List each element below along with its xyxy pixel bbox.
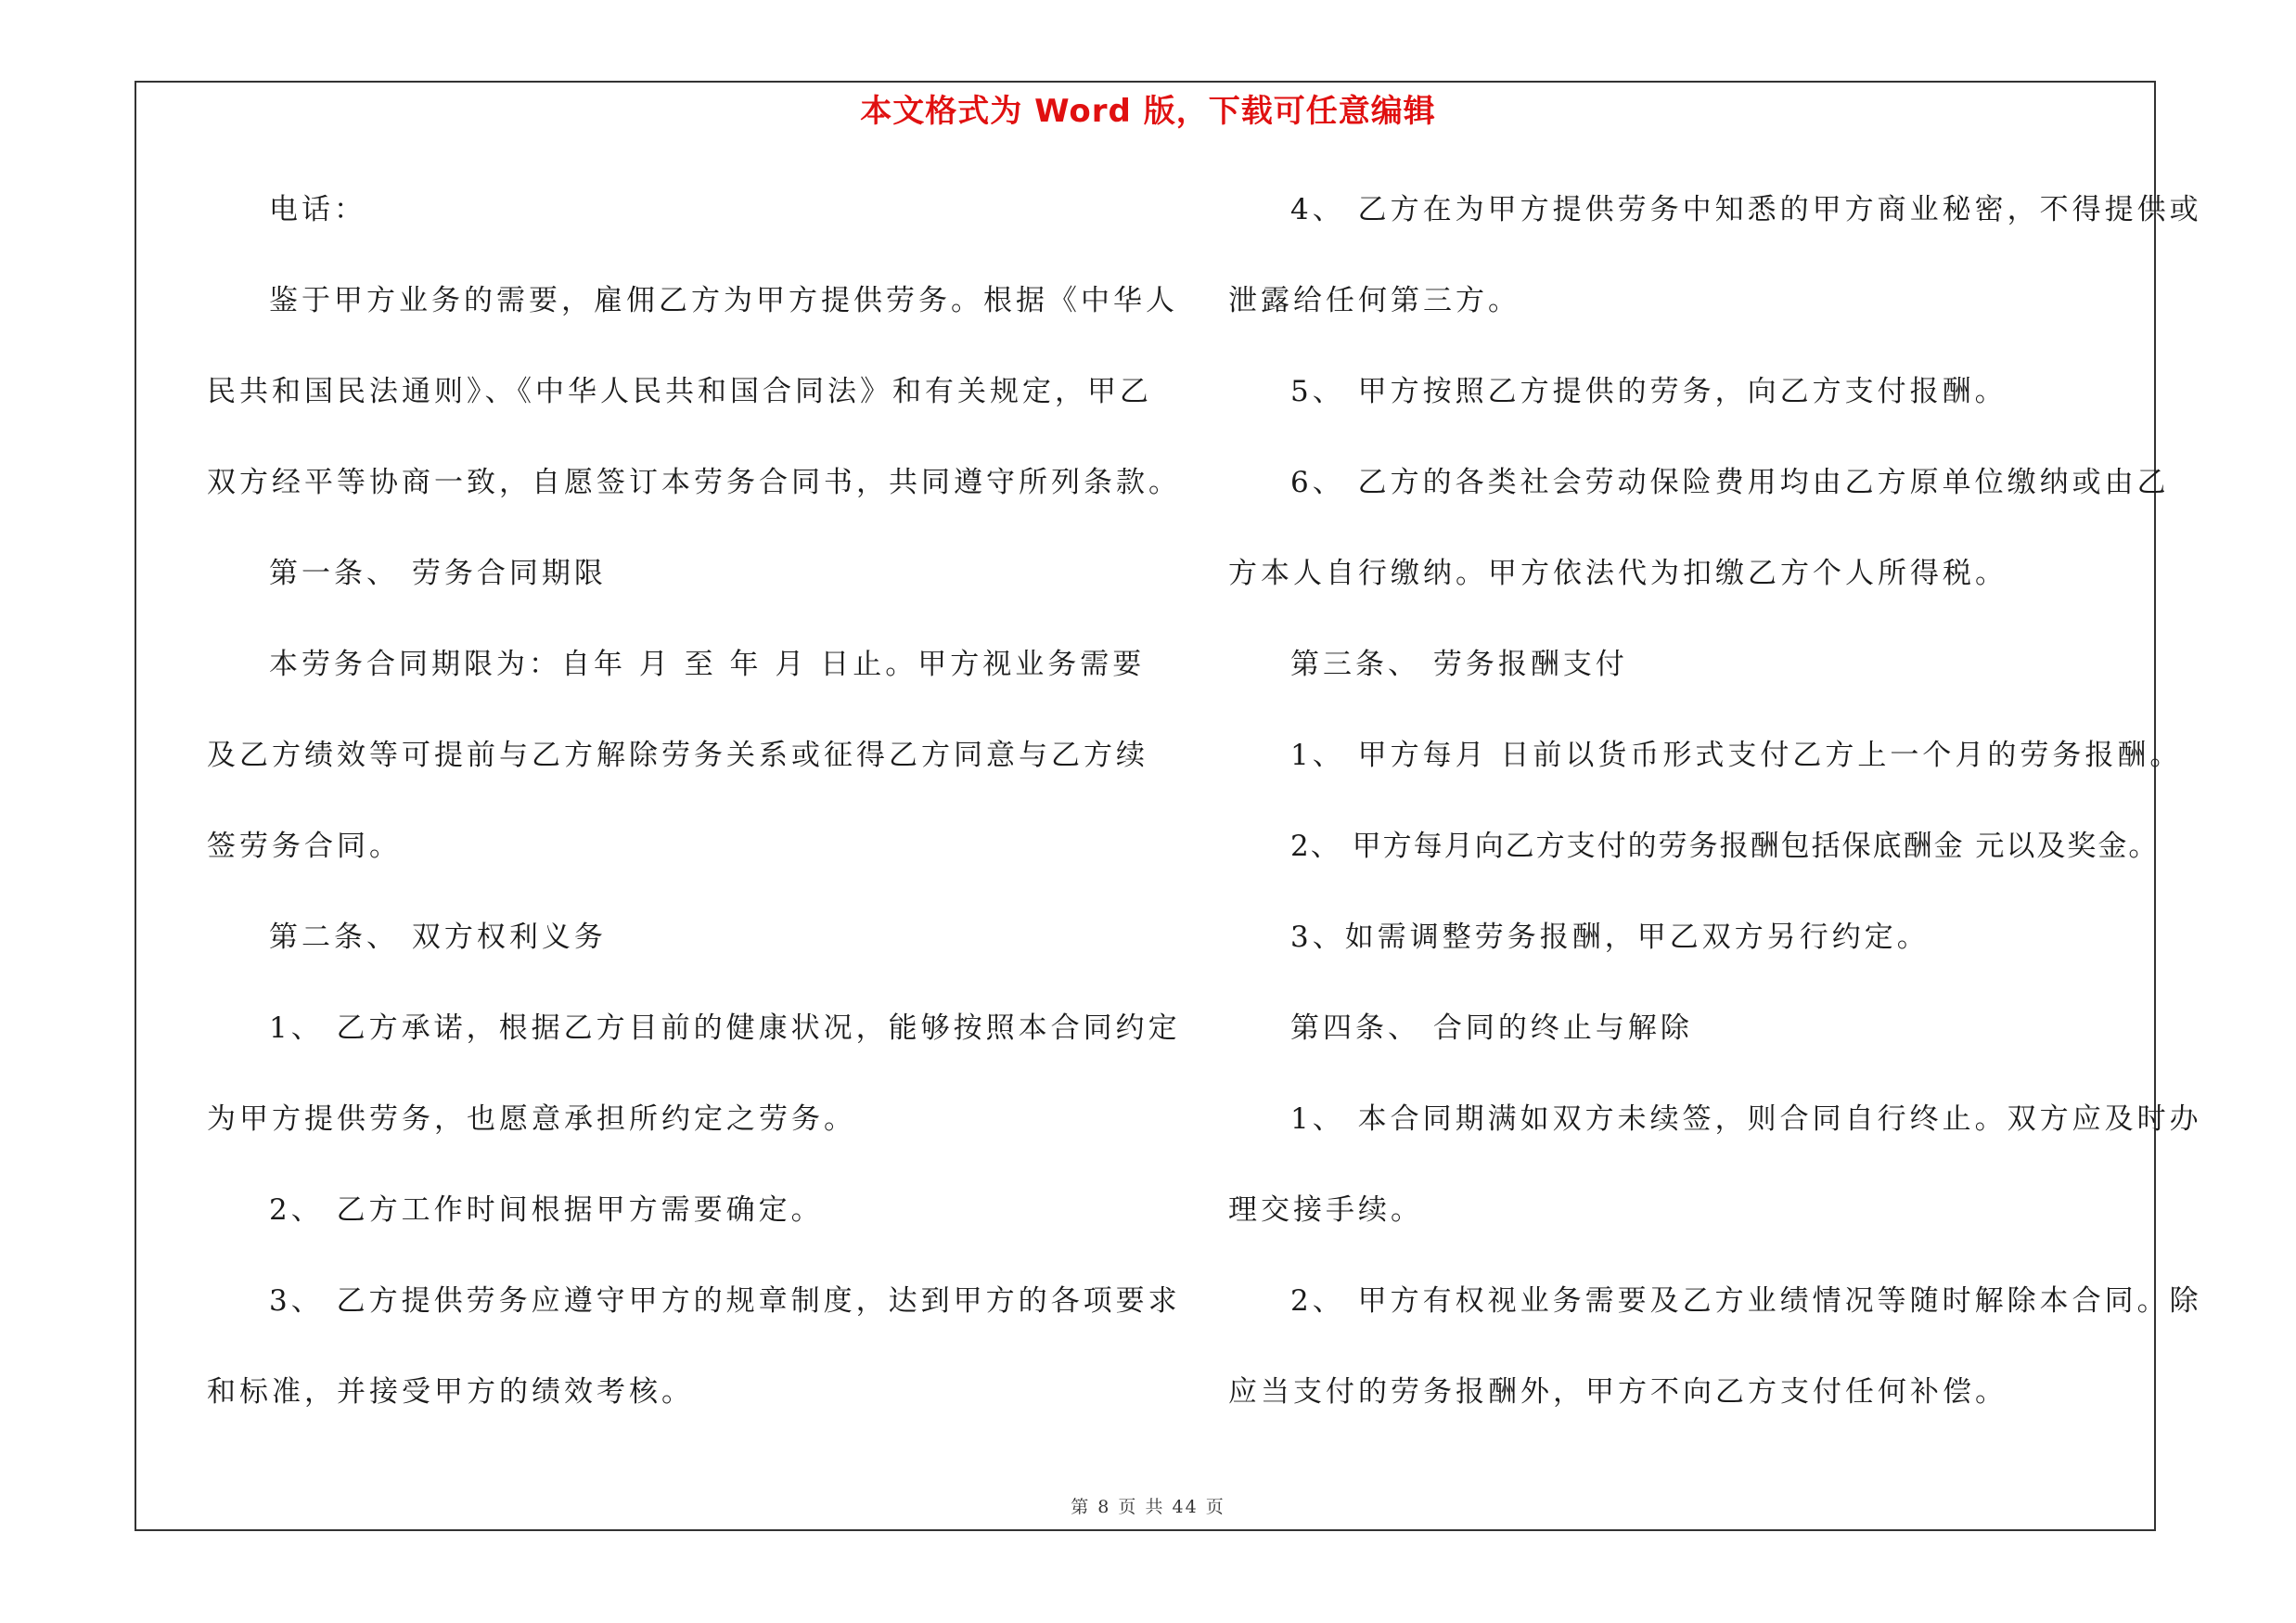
paragraph-line: 为甲方提供劳务，也愿意承担所约定之劳务。 (207, 1102, 856, 1136)
paragraph-line: 4、 乙方在为甲方提供劳务中知悉的甲方商业秘密，不得提供或 (1290, 193, 2202, 226)
paragraph-line: 双方经平等协商一致，自愿签订本劳务合同书，共同遵守所列条款。 (207, 466, 1181, 499)
paragraph-line: 1、 本合同期满如双方未续签，则合同自行终止。双方应及时办 (1290, 1102, 2202, 1136)
paragraph-line: 3、 乙方提供劳务应遵守甲方的规章制度，达到甲方的各项要求 (269, 1284, 1181, 1318)
paragraph-line: 6、 乙方的各类社会劳动保险费用均由乙方原单位缴纳或由乙 (1290, 466, 2170, 499)
paragraph-line: 方本人自行缴纳。甲方依法代为扣缴乙方个人所得税。 (1228, 557, 2007, 590)
paragraph-line: 及乙方绩效等可提前与乙方解除劳务关系或征得乙方同意与乙方续 (207, 739, 1148, 772)
section-heading: 第三条、 劳务报酬支付 (1290, 648, 1628, 681)
section-heading: 第一条、 劳务合同期限 (269, 557, 607, 590)
paragraph-line: 2、 甲方每月向乙方支付的劳务报酬包括保底酬金 元以及奖金。 (1290, 830, 2160, 863)
paragraph-line: 签劳务合同。 (207, 830, 402, 863)
paragraph-line: 2、 乙方工作时间根据甲方需要确定。 (269, 1193, 824, 1227)
paragraph-line: 泄露给任何第三方。 (1228, 284, 1520, 317)
paragraph-line: 3、如需调整劳务报酬，甲乙双方另行约定。 (1290, 921, 1930, 954)
paragraph-line: 5、 甲方按照乙方提供的劳务，向乙方支付报酬。 (1290, 375, 2007, 408)
section-heading: 第二条、 双方权利义务 (269, 921, 607, 954)
watermark-banner: 本文格式为 Word 版，下载可任意编辑 (860, 93, 1436, 130)
paragraph-line: 1、 甲方每月 日前以货币形式支付乙方上一个月的劳务报酬。 (1290, 739, 2183, 772)
paragraph-line: 电话： (269, 193, 366, 226)
paragraph-line: 本劳务合同期限为：自年 月 至 年 月 日止。甲方视业务需要 (269, 648, 1146, 681)
page-number-footer: 第 8 页 共 44 页 (1071, 1497, 1225, 1517)
section-heading: 第四条、 合同的终止与解除 (1290, 1011, 1693, 1045)
paragraph-line: 民共和国民法通则》、《中华人民共和国合同法》和有关规定，甲乙 (207, 375, 1152, 408)
paragraph-line: 鉴于甲方业务的需要，雇佣乙方为甲方提供劳务。根据《中华人 (269, 284, 1178, 317)
paragraph-line: 2、 甲方有权视业务需要及乙方业绩情况等随时解除本合同。除 (1290, 1284, 2202, 1318)
paragraph-line: 应当支付的劳务报酬外，甲方不向乙方支付任何补偿。 (1228, 1375, 2007, 1409)
paragraph-line: 1、 乙方承诺，根据乙方目前的健康状况，能够按照本合同约定 (269, 1011, 1181, 1045)
paragraph-line: 和标准，并接受甲方的绩效考核。 (207, 1375, 694, 1409)
paragraph-line: 理交接手续。 (1228, 1193, 1423, 1227)
